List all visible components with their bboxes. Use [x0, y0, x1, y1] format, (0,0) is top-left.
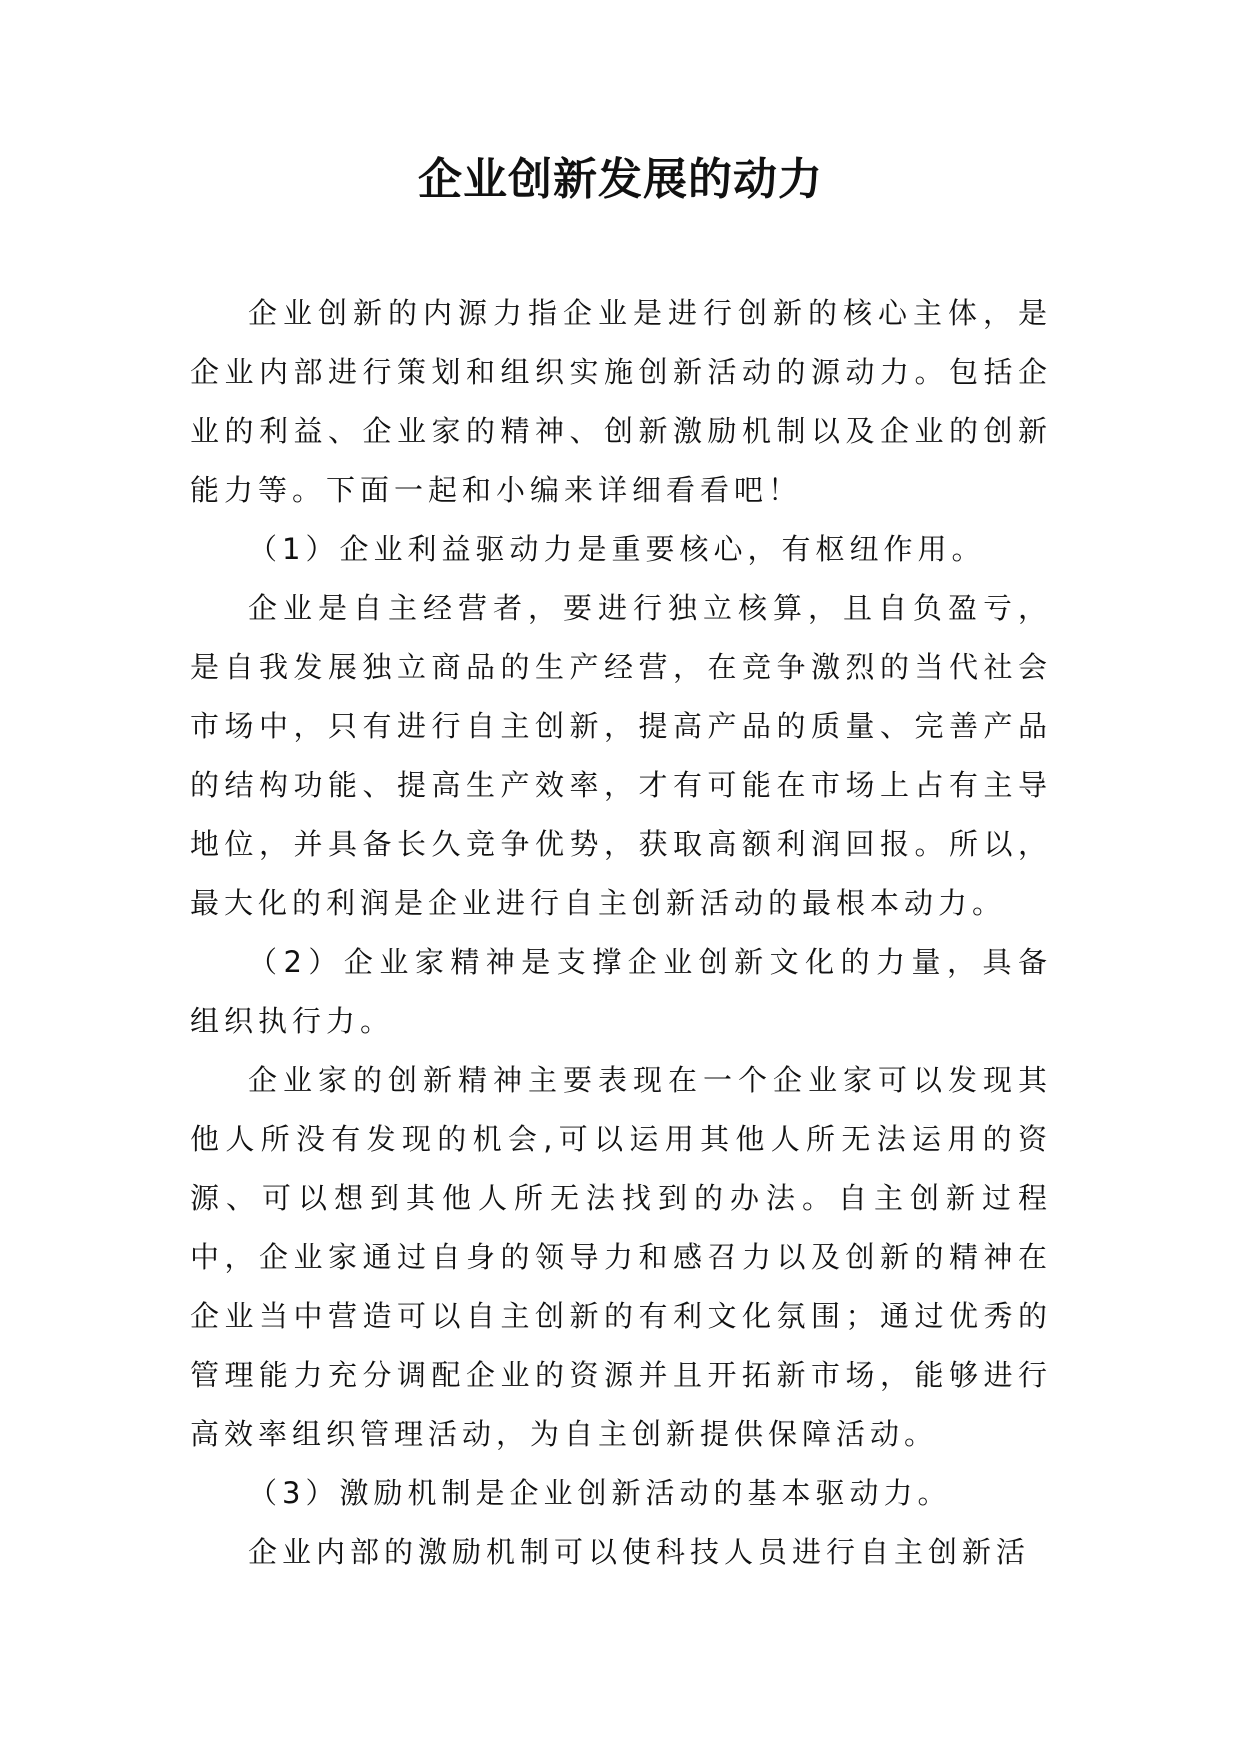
paragraph: 企业是自主经营者，要进行独立核算，且自负盈亏，是自我发展独立商品的生产经营，在竞争激烈的当代社会市场中，只有进行自主创新，提高产品的质量、完善产品的结构功能、提高生产效率，才有可能在市场上占有主导地位，并具备长久竞争优势，获取高额利润回报。所以，最大化的利润是企业进行自主创新活动的最根本动力。 [190, 591, 1052, 920]
paragraph: 企业家的创新精神主要表现在一个企业家可以发现其他人所没有发现的机会,可以运用其他人所无法运用的资源、可以想到其他人所无法找到的办法。自主创新过程中，企业家通过自身的领导力和感召力以及创新的精神在企业当中营造可以自主创新的有利文化氛围；通过优秀的管理能力充分调配企业的资源并且开拓新市场，能够进行高效率组织管理活动，为自主创新提供保障活动。 [190, 1063, 1052, 1451]
paragraph: （3）激励机制是企业创新活动的基本驱动力。 [248, 1476, 952, 1510]
document-body [190, 284, 1052, 1582]
document-title: 企业创新发展的动力 [418, 154, 823, 205]
paragraph: 企业创新的内源力指企业是进行创新的核心主体，是企业内部进行策划和组织实施创新活动的源动力。包括企业的利益、企业家的精神、创新激励机制以及企业的创新能力等。下面一起和小编来详细看看吧！ [190, 296, 1052, 507]
paragraph: （1）企业利益驱动力是重要核心，有枢纽作用。 [248, 532, 986, 566]
paragraph: 企业内部的激励机制可以使科技人员进行自主创新活 [248, 1535, 1031, 1569]
paragraph: （2）企业家精神是支撑企业创新文化的力量，具备组织执行力。 [190, 945, 1052, 1038]
